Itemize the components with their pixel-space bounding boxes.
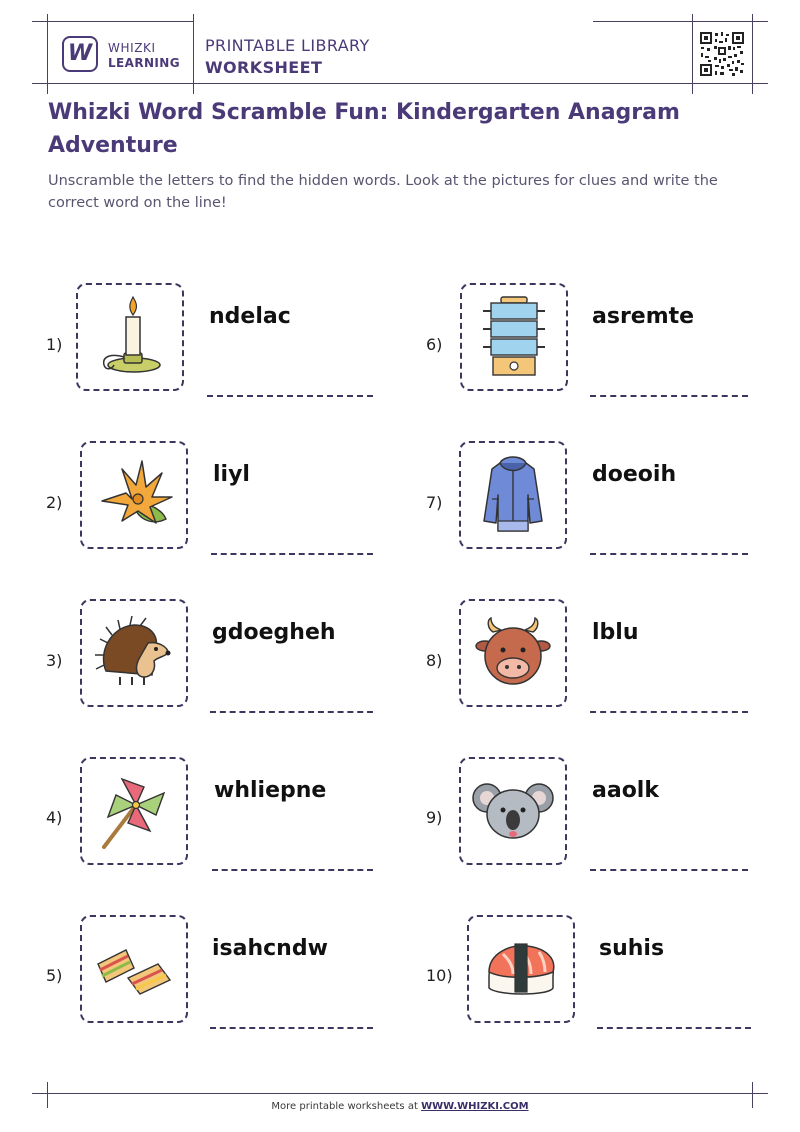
header-rule-bottom xyxy=(32,83,768,84)
header-rule-right xyxy=(593,21,768,22)
picture-frame xyxy=(76,283,184,391)
steamer-icon xyxy=(479,295,549,379)
header-rule-left xyxy=(32,21,194,22)
header-divider-left xyxy=(47,14,48,94)
picture-frame xyxy=(459,599,567,707)
answer-line[interactable] xyxy=(590,869,748,871)
sandwich-icon xyxy=(92,934,176,1004)
answer-line[interactable] xyxy=(590,553,748,555)
koala-icon xyxy=(471,776,555,846)
bull-icon xyxy=(473,616,553,690)
scrambled-word: doeoih xyxy=(592,462,677,487)
picture-frame xyxy=(460,283,568,391)
header-divider-right xyxy=(752,14,753,94)
pinwheel-icon xyxy=(92,769,176,853)
answer-line[interactable] xyxy=(590,395,748,397)
answer-line[interactable] xyxy=(211,553,373,555)
footer-text: More printable worksheets at xyxy=(271,1101,418,1112)
candle-icon xyxy=(90,295,170,379)
picture-frame xyxy=(80,441,188,549)
scrambled-word: lblu xyxy=(592,620,639,645)
answer-line[interactable] xyxy=(597,1027,751,1029)
scrambled-word: gdoegheh xyxy=(212,620,336,645)
picture-frame xyxy=(467,915,575,1023)
scrambled-word: ndelac xyxy=(209,304,291,329)
sushi-icon xyxy=(479,934,563,1004)
item-number: 7) xyxy=(426,493,443,512)
item-number: 8) xyxy=(426,651,443,670)
scrambled-word: isahcndw xyxy=(212,936,328,961)
logo-letter: W xyxy=(67,41,93,66)
item-number: 3) xyxy=(46,651,63,670)
item-number: 5) xyxy=(46,966,63,985)
picture-frame xyxy=(80,599,188,707)
qr-code-icon xyxy=(699,31,745,77)
library-label: PRINTABLE LIBRARY xyxy=(205,36,370,55)
picture-frame xyxy=(459,441,567,549)
hedgehog-icon xyxy=(92,613,176,693)
answer-line[interactable] xyxy=(590,711,748,713)
scrambled-word: liyl xyxy=(213,462,250,487)
picture-frame xyxy=(80,757,188,865)
lily-icon xyxy=(92,455,176,535)
instructions: Unscramble the letters to find the hidden words. Look at the pictures for clues and write the correct word on the line! xyxy=(48,173,718,211)
answer-line[interactable] xyxy=(212,869,373,871)
footer-link[interactable]: WWW.WHIZKI.COM xyxy=(421,1101,529,1112)
footer xyxy=(0,1101,800,1112)
answer-line[interactable] xyxy=(210,1027,373,1029)
picture-frame xyxy=(80,915,188,1023)
item-number: 9) xyxy=(426,808,443,827)
item-number: 10) xyxy=(426,966,453,985)
scrambled-word: asremte xyxy=(592,304,695,329)
item-number: 2) xyxy=(46,493,63,512)
scrambled-word: whliepne xyxy=(214,778,327,803)
header-divider-middle xyxy=(193,14,194,94)
whizki-logo xyxy=(62,36,98,72)
item-number: 4) xyxy=(46,808,63,827)
worksheet-label: WORKSHEET xyxy=(205,58,323,77)
scrambled-word: aaolk xyxy=(592,778,659,803)
item-number: 1) xyxy=(46,335,63,354)
header-divider-qr xyxy=(692,14,693,94)
brand-subname: LEARNING xyxy=(108,56,180,70)
brand-name: WHIZKI xyxy=(108,41,156,55)
item-number: 6) xyxy=(426,335,443,354)
answer-line[interactable] xyxy=(210,711,373,713)
page-title: Whizki Word Scramble Fun: Kindergarten Anagram Adventure xyxy=(48,100,680,158)
hoodie-icon xyxy=(478,455,548,535)
answer-line[interactable] xyxy=(207,395,373,397)
footer-rule xyxy=(32,1093,768,1094)
picture-frame xyxy=(459,757,567,865)
scrambled-word: suhis xyxy=(599,936,665,961)
